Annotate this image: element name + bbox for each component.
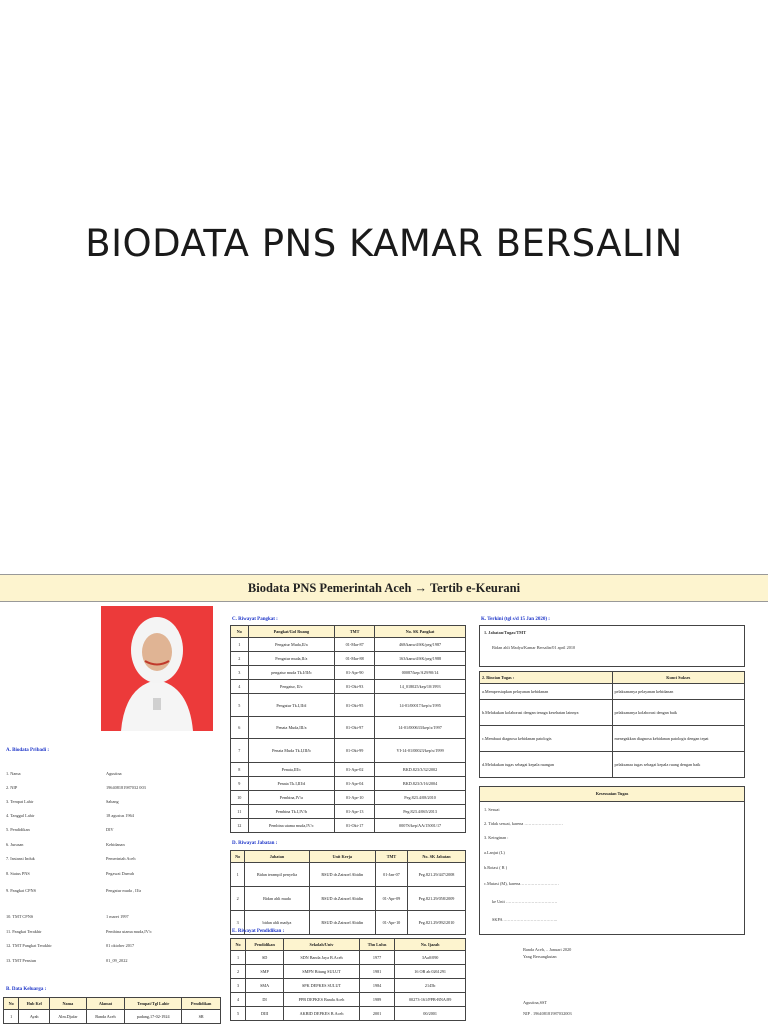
personal-field-label: 13. TMT Pensiun [6,958,37,963]
jabatan-column-header: Unit Kerja [309,851,375,863]
family-cell: Alm.Djafar [50,1010,87,1024]
family-cell: Ayah [19,1010,50,1024]
pendidikan-column-header: Pendidikan [246,939,284,951]
pendidikan-row [231,993,466,1007]
pangkat-row [231,694,466,717]
family-cell: 1 [4,1010,19,1024]
pangkat-row [231,680,466,694]
family-column-header: Hub Kel [19,998,50,1010]
rincian-tugas-row [480,752,745,778]
family-cell: SR [182,1010,221,1024]
pangkat-cell: 01-Apr-10 [335,791,375,805]
personal-field-label: 6. Jurusan [6,842,24,847]
pendidikan-cell: SMP [246,965,284,979]
pangkat-cell: 468/kanwil/SK/peg/1987 [375,638,466,652]
pendidikan-row [231,951,466,965]
pangkat-cell: 01-Apr-13 [335,805,375,819]
pangkat-cell: 9 [231,777,249,791]
pendidikan-cell: 00273-161/PPB-BNA/89 [395,993,466,1007]
pendidikan-cell: 00/2001 [395,1007,466,1021]
document-heading: Biodata PNS Pemerintah Aceh → Tertib e-Keurani [0,575,768,602]
family-table [3,997,221,1024]
pendidikan-cell: 3 [231,979,246,993]
pangkat-cell: 8 [231,763,249,777]
pendidikan-cell: 16 OB ab 0261291 [395,965,466,979]
pangkat-row [231,638,466,652]
jabatan-column-header: No [231,851,245,863]
pangkat-cell: 10 [231,791,249,805]
personal-field-value: Pegawai Daerah [106,871,135,876]
pendidikan-cell: 2001 [359,1007,394,1021]
pangkat-cell: 01-Okt-93 [335,680,375,694]
pangkat-cell: Penata Muda Tk.I,III/b [248,739,335,763]
pangkat-cell: 6 [231,717,249,739]
pendidikan-cell: 1977 [359,951,394,965]
family-cell: Banda Aceh [86,1010,124,1024]
rincian-tugas-row [480,700,745,726]
jabatan-column-header: TMT [375,851,407,863]
pendidikan-cell: PPB DEPKES Banda Aceh [284,993,360,1007]
jabatan-cell: 01-Jan-07 [375,863,407,887]
pangkat-cell: 01-Apr-90 [335,666,375,680]
jabatan-terkini-value: Bidan ahli Madya/Kamar Bersalin/01 april 2010 [492,645,576,650]
pangkat-cell: 11 [231,805,249,819]
kesesuaian-line: 3. Keinginan : [484,835,509,840]
pangkat-row [231,717,466,739]
jabatan-cell: 3 [231,911,245,935]
pendidikan-column-header: Thn Lulus [359,939,394,951]
terkini-section-heading: K. Terkini (tgl s/d 15 Jan 2020) : [481,617,550,622]
jabatan-row [231,863,466,887]
pangkat-cell: Pengatur Tk.I,II/d [248,694,335,717]
personal-field-value: 1 maret 1997 [106,914,129,919]
personal-field-label: 7. Instansi Induk [6,856,35,861]
pendidikan-row [231,979,466,993]
kesesuaian-line: c.Mutasi (M), karena……………………… [484,881,559,886]
jabatan-terkini-box [479,625,745,667]
jabatan-column-header: No. SK Jabatan [408,851,466,863]
jabatan-cell: 01-Apr-09 [375,887,407,911]
rincian-tugas-header: 2. Rincian Tugas : [480,672,613,684]
personal-field-value: Agustina [106,771,122,776]
pendidikan-cell: 5 [231,1007,246,1021]
personal-field-value: Pengatur muda , II/a [106,888,142,893]
signature-name: Agustina,SST [523,1000,547,1005]
pendidikan-cell: SD [246,951,284,965]
pangkat-cell: 00087/kep/A29/90/14 [375,666,466,680]
tugas-cell: d.Melakukan tugas sebagai kepala ruangan [480,752,613,778]
tugas-cell: a.Mempersiapkan pelayanan kebidanan [480,684,613,700]
pangkat-cell: pengatur muda Tk.I/II/b [248,666,335,680]
pendidikan-cell: SMA [246,979,284,993]
pendidikan-cell: 1984 [359,979,394,993]
pendidikan-table [230,938,466,1021]
pangkat-table [230,625,466,833]
kunci-sukses-cell: menegakkan diagnosa kebidanan patologis dengan tepat [612,726,745,752]
pangkat-cell: Pembina Tk.I,IV/b [248,805,335,819]
pendidikan-cell: 1 [231,951,246,965]
pendidikan-cell: SPK DEPKES SULUT [284,979,360,993]
pangkat-cell: 1 [231,638,249,652]
pangkat-row [231,666,466,680]
pangkat-cell: 3 [231,666,249,680]
personal-field-label: 10. TMT CPNS [6,914,34,919]
pangkat-row [231,819,466,833]
personal-field-label: 5. Pendidikan [6,827,30,832]
kunci-sukses-cell: pelaksananya pelayanan kebidanan [612,684,745,700]
pangkat-column-header: Pangkat/Gol Ruang [248,626,335,638]
pangkat-cell: 14-01/00017/kep/x/1995 [375,694,466,717]
pangkat-cell: VI-14-01/00023/kep/x/1999 [375,739,466,763]
personal-field-label: 8. Status PNS [6,871,30,876]
personal-field-value: 01 oktober 2017 [106,943,135,948]
family-column-header: Nama [50,998,87,1010]
jabatan-cell: 2 [231,887,245,911]
kunci-sukses-cell: pelaksananya kolaborasi dengan baik [612,700,745,726]
family-column-header: Tempat/Tgl Lahir [125,998,182,1010]
pangkat-cell: 0007S/kep/AA/15001/17 [375,819,466,833]
jabatan-cell: Peg.821.29/447/2008 [408,863,466,887]
pendidikan-cell: SDN Banda Jaya B.Aceh [284,951,360,965]
pangkat-row [231,791,466,805]
pangkat-column-header: No [231,626,249,638]
signature-place-date: Banda Aceh, .. Januari 2020 [523,947,572,952]
jabatan-cell: RSUD dr.Zainoel Abidin [309,887,375,911]
pangkat-cell: Pengatur muda,II/a [248,652,335,666]
jabatan-row [231,887,466,911]
pangkat-cell: 01-Apr-04 [335,777,375,791]
pangkat-cell: 2 [231,652,249,666]
family-cell: padang,17-02-1924 [125,1010,182,1024]
signature-nip: NIP . 196408181987032003 [523,1011,572,1016]
personal-field-value: Kebidanan [106,842,125,847]
pangkat-column-header: No. SK Pangkat [375,626,466,638]
rincian-tugas-table [479,671,745,778]
rincian-tugas-row [480,684,745,700]
pendidikan-cell: 2 [231,965,246,979]
jabatan-cell: Peg.821.29/058/2009 [408,887,466,911]
family-section-heading: B. Data Keluarga : [6,987,47,992]
personal-field-label: 12. TMT Pangkat Terakhir [6,943,52,948]
tugas-cell: b.Melakukan kolaborasi dengan tenaga kesehatan lainnya [480,700,613,726]
pangkat-row [231,777,466,791]
pangkat-cell: Peg.823.4/065/2013 [375,805,466,819]
pangkat-row [231,652,466,666]
family-column-header: Pendidikan [182,998,221,1010]
pendidikan-cell: SMPN Bitung SULUT [284,965,360,979]
kesesuaian-tugas-box [479,786,745,935]
personal-field-label: 9. Pangkat CPNS [6,888,36,893]
pangkat-cell: 14_018025/kep/10/1993 [375,680,466,694]
personal-field-label: 3. Tempat Lahir [6,799,34,804]
jabatan-cell: 1 [231,863,245,887]
personal-field-label: 4. Tanggal Lahir [6,813,35,818]
pendidikan-row [231,965,466,979]
pangkat-cell: Penata Muda,III/a [248,717,335,739]
personal-field-label: 2. NIP [6,785,18,790]
jabatan-cell: bidan ahli madya [245,911,309,935]
pangkat-column-header: TMT [335,626,375,638]
pangkat-cell: 01-Mar-87 [335,638,375,652]
pendidikan-cell: 1981 [359,965,394,979]
jabatan-cell: Peg.821.29/092/2010 [408,911,466,935]
kunci-sukses-cell: pelaksanaa tugas sebagai kepala ruang dengan baik [612,752,745,778]
pangkat-cell: Pembina,IV/a [248,791,335,805]
pangkat-cell: 4 [231,680,249,694]
pendidikan-cell: AKBID DEPKES B.Aceh [284,1007,360,1021]
jabatan-column-header: Jabatan [245,851,309,863]
pangkat-cell: Pengatur Muda,II/a [248,638,335,652]
biodata-document [0,574,768,1025]
jabatan-cell: 01-Apr-10 [375,911,407,935]
personal-field-value: Pembina utama muda,IV/c [106,929,152,934]
pangkat-cell: 01-Okt-95 [335,694,375,717]
kesesuaian-line: a.Lanjut (L) [484,850,505,855]
pangkat-cell: 7 [231,739,249,763]
personal-field-value: Sabang [106,799,119,804]
kesesuaian-line: ke Unit ……………………………… [492,899,558,904]
pendidikan-cell: DIII [246,1007,284,1021]
pangkat-cell: 12 [231,819,249,833]
pangkat-row [231,739,466,763]
family-row [4,1010,221,1024]
pangkat-cell: 01-Okt-97 [335,717,375,739]
personal-field-value: 18 agustus 1964 [106,813,134,818]
pangkat-cell: Peg.823.4/08/2010 [375,791,466,805]
kesesuaian-line: SKPA ……………………………….. [492,917,558,922]
pangkat-row [231,805,466,819]
pangkat-cell: 14-01/000633/kep/x/1997 [375,717,466,739]
pangkat-section-heading: C. Riwayat Pangkat : [232,617,278,622]
kesesuaian-tugas-heading: Kesesuaian Tugas [480,787,744,802]
pangkat-cell: 01-Okt-17 [335,819,375,833]
pangkat-cell: Penata,III/c [248,763,335,777]
tugas-cell: c.Membuat diagnosa kebidanan patologis [480,726,613,752]
pendidikan-section-heading: E. Riwayat Pendidikan : [232,929,285,934]
pangkat-cell: Pengatur, II/c [248,680,335,694]
pangkat-cell: 01-Apr-02 [335,763,375,777]
jabatan-cell: RSUD dr.Zainoel Abidin [309,911,375,935]
slide-title: BIODATA PNS KAMAR BERSALIN [85,222,683,265]
jabatan-section-heading: D. Riwayat Jabatan : [232,841,278,846]
pangkat-cell: 01-Okt-99 [335,739,375,763]
pangkat-cell: BKD.823/3/32/2002 [375,763,466,777]
pendidikan-cell: 2145b [395,979,466,993]
pendidikan-cell: 4 [231,993,246,1007]
personal-field-value: Pemerintah Aceh [106,856,136,861]
jabatan-table [230,850,466,935]
pendidikan-cell: DI [246,993,284,1007]
profile-photo [101,606,213,731]
personal-field-label: 11. Pangkat Terakhir [6,929,42,934]
personal-field-value: 01_09_2022 [106,958,128,963]
pangkat-row [231,763,466,777]
pangkat-cell: BKD.823/3/16/2004 [375,777,466,791]
pendidikan-row [231,1007,466,1021]
jabatan-cell: Bidan ahli muda [245,887,309,911]
kesesuaian-line: 1. Sesuai [484,807,500,812]
pendidikan-cell: 3Aa0/090 [395,951,466,965]
pangkat-cell: Penata Tk.I,III/d [248,777,335,791]
pangkat-cell: Pembina utama muda,IV/c [248,819,335,833]
family-column-header: No [4,998,19,1010]
pendidikan-column-header: No. Ijazah [395,939,466,951]
jabatan-terkini-label: 1. Jabatan/Tugas/TMT [484,630,527,635]
family-column-header: Alamat [86,998,124,1010]
kesesuaian-line: 2. Tidak sesuai, karena ……………………… [484,821,564,826]
rincian-tugas-row [480,726,745,752]
personal-field-value: 196408181987032 003 [106,785,146,790]
kesesuaian-line: b.Rotasi ( R ) [484,865,508,870]
pendidikan-cell: 1989 [359,993,394,1007]
pendidikan-column-header: Sekolah/Univ [284,939,360,951]
personal-section-heading: A. Biodata Pribadi : [6,748,50,753]
pendidikan-column-header: No [231,939,246,951]
pangkat-cell: 5 [231,694,249,717]
jabatan-cell: RSUD dr.Zainoel Abidin [309,863,375,887]
pangkat-cell: 163/kanwil/SK/peg/1988 [375,652,466,666]
signature-role: Yang Bersangkutan [523,954,557,959]
personal-field-value: DIV [106,827,114,832]
personal-field-label: 1. Nama [6,771,21,776]
jabatan-cell: Bidan terampil penyelia [245,863,309,887]
kunci-sukses-header: Kunci Sukses [612,672,745,684]
pangkat-cell: 01-Mar-88 [335,652,375,666]
